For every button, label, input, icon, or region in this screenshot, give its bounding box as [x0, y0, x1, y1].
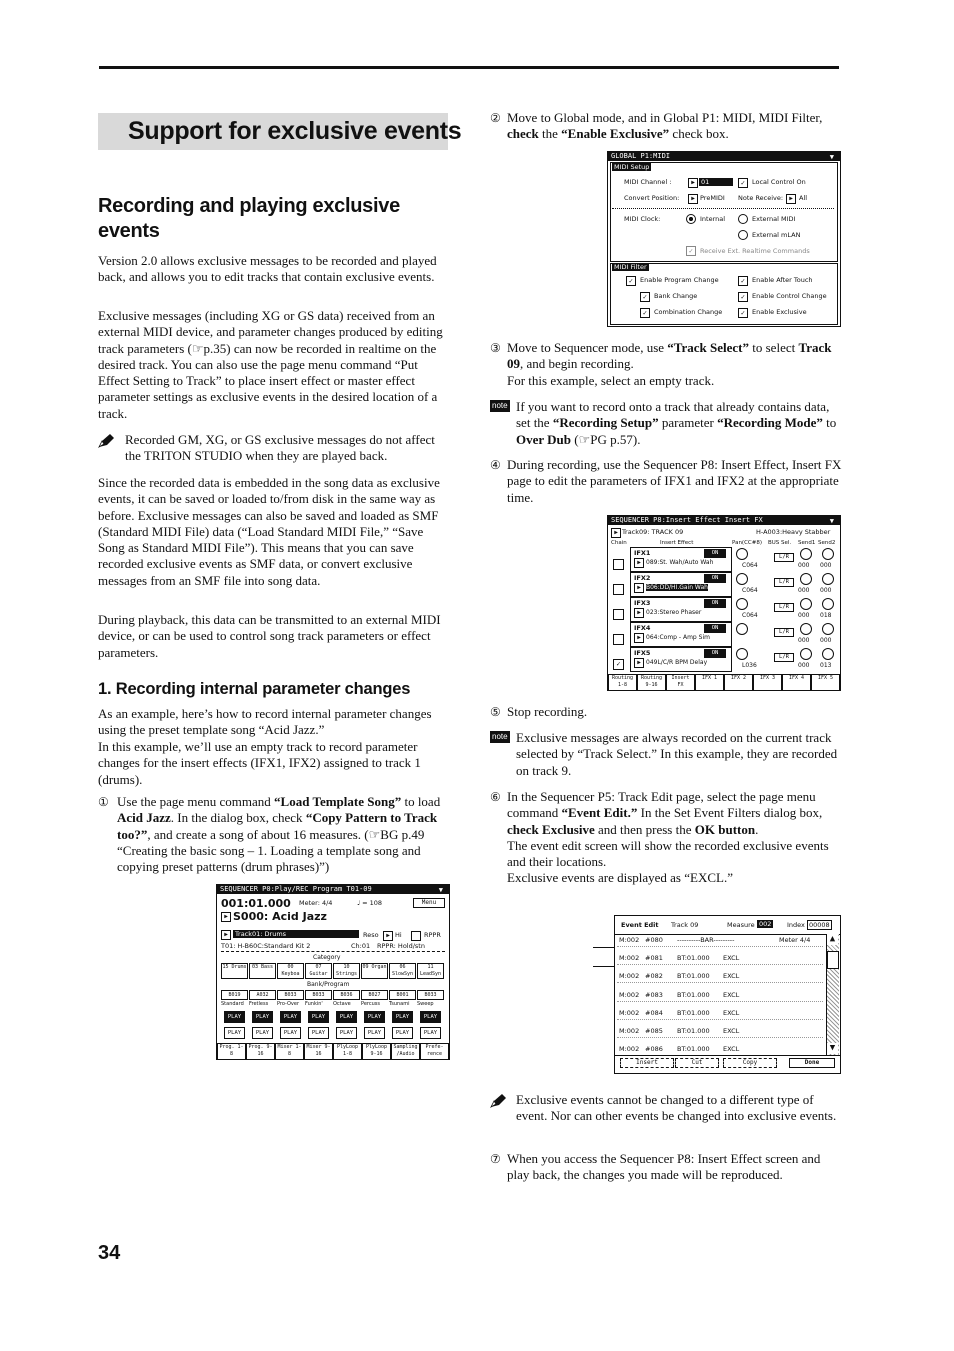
ifx-box	[630, 622, 732, 647]
ifx-pan[interactable]: C064	[742, 562, 758, 569]
screen-title: GLOBAL P1:MIDI	[608, 152, 840, 161]
play-button[interactable]: PLAY	[280, 1027, 301, 1039]
receive-ext-checkbox[interactable]: ✓	[686, 246, 696, 256]
program-name: H-A003:Heavy Stabber	[756, 528, 831, 536]
program-select[interactable]: B036	[333, 990, 360, 1000]
filter-label: Enable Program Change	[640, 276, 719, 284]
event-measure: M:002	[619, 936, 640, 944]
screen-title: SEQUENCER P8:Insert Effect Insert FX	[608, 516, 840, 525]
play-arrow-icon[interactable]: ▶	[634, 658, 644, 668]
program-name: Fretless	[249, 1001, 269, 1007]
step-5: ⑤ Stop recording.	[490, 704, 588, 719]
category-button[interactable]: 06 SlowSyn	[389, 963, 416, 979]
note-block: note Exclusive messages are always recorded on the current track selected by “Track Select.” In this example, they are recorded on track 9.	[492, 730, 838, 778]
note-block	[98, 432, 448, 465]
step-number: ②	[490, 111, 501, 125]
send1-value[interactable]: 000	[798, 562, 810, 569]
page-tab[interactable]: Prog. 9-16	[246, 1043, 275, 1060]
subheading: 1. Recording internal parameter changes	[98, 680, 411, 698]
ifx-label: IFX2	[634, 574, 651, 582]
page-tab[interactable]: IFX 1	[695, 674, 724, 691]
send1-value[interactable]: 000	[798, 662, 810, 669]
program-select[interactable]: B027	[361, 990, 388, 1000]
page-tab[interactable]: Prefe- rence	[420, 1043, 449, 1060]
enable-program-change-checkbox[interactable]: ✓	[626, 276, 636, 286]
bus-select[interactable]: L/R	[774, 578, 794, 587]
play-row	[221, 1011, 447, 1023]
channel: Ch:01	[351, 942, 371, 950]
ifx-on-button[interactable]: ON	[704, 599, 726, 608]
send2-value[interactable]: 000	[820, 637, 832, 644]
play-arrow-icon[interactable]: ▶	[634, 633, 644, 643]
scroll-thumb[interactable]	[827, 951, 839, 969]
pan-knob-icon[interactable]	[736, 648, 748, 660]
internal-radio[interactable]	[686, 214, 696, 224]
menu-button[interactable]: Menu	[413, 898, 445, 908]
note-receive-label: Note Receive:	[738, 194, 784, 202]
note-block: note If you want to record onto a track that already contains data, set the “Recording Setup” parameter “Recording Mode” to Over Dub (☞PG p.57).	[492, 399, 837, 447]
midi-filter-label: MIDI Filter	[614, 263, 647, 271]
ifx-effect-name[interactable]: 049L/C/R BPM Delay	[646, 659, 708, 666]
event-number: #085	[645, 1027, 663, 1035]
event-measure: M:002	[619, 972, 640, 981]
step-number: ⑦	[490, 1152, 501, 1166]
midi-clock-label: MIDI Clock:	[624, 215, 661, 223]
section-title: Support for exclusive events	[128, 117, 462, 145]
category-button[interactable]: 00 Keyboa	[277, 963, 304, 979]
play-button[interactable]: PLAY	[308, 1027, 329, 1039]
event-type[interactable]: EXCL	[723, 954, 740, 963]
paragraph: As an example, here’s how to record internal parameter changes using the preset template song “Acid Jazz.”	[98, 706, 432, 738]
global-midi-screen	[607, 151, 841, 327]
event-rows	[615, 934, 825, 1056]
play-arrow-icon[interactable]: ▶	[383, 931, 393, 941]
bank-program-label: Bank/Program	[307, 981, 350, 988]
local-control-checkbox[interactable]: ✓	[738, 178, 748, 188]
step-1: ① Use the page menu command “Load Template Song” to load Acid Jazz. In the dialog box, check “Copy Pattern to Track too?”, and create a song of about 16 measures. (☞BG p.49 “Creating the basic song – 1. Loading a template song and copying preset patterns (drum phrases)”)	[98, 794, 441, 875]
event-measure: M:002	[619, 954, 640, 963]
ifx-box	[630, 647, 732, 672]
program-row	[221, 990, 447, 1000]
play-arrow-icon[interactable]: ▶	[221, 912, 231, 922]
play-arrow-icon[interactable]: ▶	[634, 608, 644, 618]
send-knob-icon[interactable]	[800, 623, 812, 635]
meter: Meter 4/4	[779, 936, 811, 944]
chain-checkbox[interactable]: ✓	[613, 659, 624, 670]
event-measure: M:002	[619, 990, 640, 999]
category-button[interactable]: 07 Guitar	[305, 963, 332, 979]
copy-button[interactable]: Copy	[723, 1058, 777, 1068]
event-number: #083	[645, 990, 663, 999]
program-select[interactable]: B033	[417, 990, 444, 1000]
dropdown-arrow-icon[interactable]: ▼	[829, 517, 834, 525]
play-arrow-icon[interactable]: ▶	[634, 558, 644, 568]
event-beat[interactable]: BT:01.000	[677, 1045, 710, 1054]
page-number: 34	[98, 1242, 121, 1264]
ifx-effect-name[interactable]: B06:DD/HI.Gain Wah	[646, 584, 708, 591]
ifx-pan[interactable]: L036	[742, 662, 757, 669]
play-button[interactable]: PLAY	[420, 1011, 441, 1023]
page-tab[interactable]: PlyLoop 1-8	[333, 1043, 362, 1060]
name-row	[221, 1001, 447, 1009]
convert-position-value[interactable]: PreMIDI	[700, 194, 725, 202]
ifx-on-button[interactable]: ON	[704, 649, 726, 658]
ifx-label: IFX5	[634, 649, 651, 657]
send1-value[interactable]: 000	[798, 612, 810, 619]
enable-control-change-checkbox[interactable]: ✓	[738, 292, 748, 302]
step-number: ⑥	[490, 790, 501, 804]
paragraph: Since the recorded data is embedded in the song data as exclusive events, it can be saved or loaded to/from disk in the same way as before. Exclusive messages can also be saved and loaded as SMF (Standard MIDI File) data (“Load Standard MIDI File,” “Save Song as Standard MIDI File”). This means that you can save recorded exclusive events as SMF data, or convert exclusive messages from an SMF file into song data.	[98, 475, 440, 588]
filter-label: Enable Exclusive	[752, 308, 807, 316]
ifx-effect-name[interactable]: 089:St. Wah/Auto Wah	[646, 559, 714, 566]
scroll-down-icon[interactable]: ▼	[827, 1043, 838, 1054]
send-knob-icon[interactable]	[822, 573, 834, 585]
send-knob-icon[interactable]	[822, 623, 834, 635]
insert-effect-label: Insert Effect	[660, 540, 694, 546]
category-button[interactable]: 10 Strings	[333, 963, 360, 979]
event-number: #080	[645, 936, 663, 944]
insert-button[interactable]: Insert	[620, 1058, 674, 1068]
local-control-label: Local Control On	[752, 178, 806, 186]
external-mlan-label: External mLAN	[752, 231, 801, 239]
step-4: ④ During recording, use the Sequencer P8: Insert Effect, Insert FX page to edit the parameters of IFX1 and IFX2 at the appropriate time.	[490, 457, 842, 505]
play-button[interactable]: PLAY	[224, 1011, 245, 1023]
send-knob-icon[interactable]	[800, 573, 812, 585]
heading: Recording and playing exclusive events	[98, 195, 400, 242]
event-type[interactable]: EXCL	[723, 990, 740, 999]
send1-value[interactable]: 000	[798, 637, 810, 644]
play-button[interactable]: PLAY	[280, 1011, 301, 1023]
play-arrow-icon[interactable]: ▶	[688, 194, 698, 204]
track-name[interactable]: Track09: TRACK 09	[622, 528, 684, 536]
measure-label: Measure	[727, 921, 755, 929]
program-name: Funkin'	[305, 1001, 323, 1007]
top-rule	[99, 66, 839, 69]
reso-label: Reso	[363, 931, 379, 939]
page-tab[interactable]: Sampling /Audio	[391, 1043, 420, 1060]
reso-value[interactable]: Hi	[395, 931, 402, 939]
dropdown-arrow-icon[interactable]: ▼	[438, 886, 443, 894]
ifx-label: IFX1	[634, 549, 651, 557]
ifx-label: IFX3	[634, 599, 651, 607]
page-tab[interactable]: Routing 1-8	[608, 674, 637, 691]
combination-change-checkbox[interactable]: ✓	[640, 308, 650, 318]
page-tab[interactable]: IFX 5	[811, 674, 840, 691]
program-name: Standard	[221, 1001, 244, 1007]
note-block	[490, 1092, 842, 1125]
play-button[interactable]: PLAY	[392, 1027, 413, 1039]
send1-label: Send1	[798, 540, 816, 546]
send-knob-icon[interactable]	[822, 648, 834, 660]
sequencer-insert-effect-screen	[607, 515, 841, 691]
filter-label: Bank Change	[654, 292, 698, 300]
filter-label: Enable After Touch	[752, 276, 813, 284]
play-arrow-icon[interactable]: ▶	[634, 583, 644, 593]
program-name: Percuss	[361, 1001, 380, 1007]
program-select[interactable]: B033	[277, 990, 304, 1000]
play-button[interactable]: PLAY	[336, 1027, 357, 1039]
enable-after-touch-checkbox[interactable]: ✓	[738, 276, 748, 286]
play-button[interactable]: PLAY	[420, 1027, 441, 1039]
program-name: Tsunami	[389, 1001, 410, 1007]
program-name: T01: H-B60C:Standard Kit 2	[221, 942, 311, 950]
paragraph: Version 2.0 allows exclusive messages to be recorded and played back, and allows you to edit tracks that contain exclusive events.	[98, 253, 437, 285]
play-button[interactable]: PLAY	[308, 1011, 329, 1023]
ifx-box	[630, 597, 732, 622]
event-measure: M:002	[619, 1008, 640, 1017]
program-name: Pro-Over	[277, 1001, 299, 1007]
ifx-pan[interactable]: C064	[742, 587, 758, 594]
event-edit-screen	[614, 915, 841, 1074]
external-midi-label: External MIDI	[752, 215, 796, 223]
play-arrow-icon[interactable]: ▶	[786, 194, 796, 204]
play-button[interactable]: PLAY	[336, 1011, 357, 1023]
category-row	[221, 963, 447, 979]
page-tab[interactable]: Prog. 1-8	[217, 1043, 246, 1060]
play-button[interactable]: PLAY	[364, 1011, 385, 1023]
page-tab[interactable]: Mixer 1-8	[275, 1043, 304, 1060]
receive-ext-label: Receive Ext. Realtime Commands	[700, 247, 810, 255]
ifx-effect-name[interactable]: 064:Comp - Amp Sim	[646, 634, 710, 641]
chain-checkbox[interactable]	[613, 634, 624, 645]
chain-checkbox[interactable]	[613, 559, 624, 570]
event-bar: ----------BAR---------	[677, 936, 735, 944]
step-number: ①	[98, 795, 109, 809]
song-name[interactable]: S000: Acid Jazz	[233, 910, 327, 923]
play-button[interactable]: PLAY	[364, 1027, 385, 1039]
scroll-up-icon[interactable]: ▲	[827, 934, 838, 945]
sequencer-play-rec-screen	[216, 884, 450, 1060]
position[interactable]: 001:01.000	[221, 897, 291, 910]
send2-label: Send2	[818, 540, 836, 546]
event-type[interactable]: EXCL	[723, 972, 740, 981]
send-knob-icon[interactable]	[822, 548, 834, 560]
play-button[interactable]: PLAY	[252, 1027, 273, 1039]
bus-select[interactable]: L/R	[774, 603, 794, 612]
paragraph: In this example, we’ll use an empty track to record parameter changes for the insert effects (IFX1, IFX2) assigned to track 1 (drums).	[98, 739, 421, 787]
internal-label: Internal	[700, 215, 726, 223]
dropdown-arrow-icon[interactable]: ▼	[829, 153, 834, 161]
index-value[interactable]: 00008	[809, 921, 830, 929]
tab-row	[608, 674, 840, 690]
tempo[interactable]: ♩ = 108	[357, 899, 383, 907]
track-select[interactable]: Track01: Drums	[233, 930, 359, 938]
step-number: ④	[490, 458, 501, 472]
note-text: Recorded GM, XG, or GS exclusive messages do not affect the TRITON STUDIO when they are played back.	[125, 432, 435, 464]
step-number: ⑤	[490, 705, 501, 719]
rppr-checkbox[interactable]	[411, 931, 421, 941]
ifx-on-button[interactable]: ON	[704, 549, 726, 558]
event-number: #084	[645, 1008, 663, 1017]
mute-row	[221, 1027, 447, 1039]
category-button[interactable]: 09 Organ	[361, 963, 388, 979]
screen-title: SEQUENCER P0:Play/REC Program T01-09	[217, 885, 449, 894]
chain-checkbox[interactable]	[613, 609, 624, 620]
note-text: Exclusive events cannot be changed to a different type of event. Nor can other events be changed into exclusive events.	[516, 1092, 837, 1124]
event-beat[interactable]: BT:01.000	[677, 1027, 710, 1035]
filter-label: Combination Change	[654, 308, 723, 316]
note-receive-value[interactable]: All	[799, 194, 808, 202]
screen-title: Event Edit	[621, 921, 659, 929]
page-tab[interactable]: IFX 4	[782, 674, 811, 691]
paragraph: During playback, this data can be transmitted to an external MIDI device, or can be used to control song track parameters or effect parameters.	[98, 612, 441, 660]
chain-checkbox[interactable]	[613, 584, 624, 595]
play-button[interactable]: PLAY	[224, 1027, 245, 1039]
play-arrow-icon[interactable]: ▶	[611, 528, 621, 538]
midi-setup-label: MIDI Setup	[614, 163, 650, 171]
bus-select[interactable]: L/R	[774, 628, 794, 637]
send-knob-icon[interactable]	[800, 648, 812, 660]
pan-label: Pan(CC#8)	[732, 540, 763, 546]
send2-value[interactable]: 018	[820, 612, 832, 619]
pan-knob-icon[interactable]	[736, 623, 748, 635]
event-beat[interactable]: BT:01.000	[677, 954, 710, 963]
program-select[interactable]: B033	[305, 990, 332, 1000]
play-arrow-icon[interactable]: ▶	[688, 178, 698, 188]
send-knob-icon[interactable]	[800, 598, 812, 610]
ifx-rows	[608, 547, 840, 673]
event-measure: M:002	[619, 1027, 640, 1035]
event-number: #082	[645, 972, 663, 981]
page-tab[interactable]: Mixer 9-16	[304, 1043, 333, 1060]
send2-value[interactable]: 013	[820, 662, 832, 669]
page-tab[interactable]: PlyLoop 9-16	[362, 1043, 391, 1060]
rppr-label: RPPR	[424, 931, 441, 939]
bus-select[interactable]: L/R	[774, 553, 794, 562]
category-button[interactable]: 15 Drums	[221, 963, 248, 979]
midi-channel-label: MIDI Channel :	[624, 178, 672, 186]
ifx-on-button[interactable]: ON	[704, 624, 726, 633]
send-knob-icon[interactable]	[822, 598, 834, 610]
category-button[interactable]: 11 LeadSyn	[417, 963, 444, 979]
note-icon: note	[492, 732, 508, 741]
ifx-pan[interactable]: C064	[742, 612, 758, 619]
event-type[interactable]: EXCL	[723, 1045, 740, 1054]
program-name: Octave	[333, 1001, 351, 1007]
bank-change-checkbox[interactable]: ✓	[640, 292, 650, 302]
step-number: ③	[490, 341, 501, 355]
index-label: Index	[787, 921, 805, 929]
ifx-on-button[interactable]: ON	[704, 574, 726, 583]
page-tab[interactable]: IFX 2	[724, 674, 753, 691]
program-select[interactable]: B019	[221, 990, 248, 1000]
external-midi-radio[interactable]	[738, 214, 748, 224]
category-button[interactable]: 03 Bass	[249, 963, 276, 979]
midi-channel-value[interactable]: 01	[699, 178, 733, 186]
tab-row	[217, 1043, 449, 1059]
ifx-box	[630, 572, 732, 597]
ifx-effect-name[interactable]: 023:Stereo Phaser	[646, 609, 702, 616]
send1-value[interactable]: 000	[798, 587, 810, 594]
rppr-state: RPPR: Hold/stn	[377, 942, 425, 950]
program-name: Sweep	[417, 1001, 434, 1007]
meter: Meter: 4/4	[299, 899, 333, 907]
chain-label: Chain	[611, 540, 627, 546]
category-label: Category	[313, 954, 341, 961]
note-icon: note	[492, 401, 508, 410]
bus-select[interactable]: L/R	[774, 653, 794, 662]
step-3: ③ Move to Sequencer mode, use “Track Select” to select Track 09, and begin recording. For this example, select an empty track.	[490, 340, 832, 388]
pan-knob-icon[interactable]	[736, 548, 748, 560]
send2-value[interactable]: 000	[820, 587, 832, 594]
play-button[interactable]: PLAY	[252, 1011, 273, 1023]
send2-value[interactable]: 000	[820, 562, 832, 569]
play-button[interactable]: PLAY	[392, 1011, 413, 1023]
event-number: #081	[645, 954, 663, 963]
step-7: ⑦ When you access the Sequencer P8: Insert Effect screen and play back, the changes you made will be reproduced.	[490, 1151, 821, 1183]
program-select[interactable]: A032	[249, 990, 276, 1000]
page-tab[interactable]: Insert FX	[666, 674, 695, 691]
step-6: ⑥ In the Sequencer P5: Track Edit page, select the page menu command “Event Edit.” In the Set Event Filters dialog box, check Exclusive and then press the OK button. The event edit screen will show the recorded exclusive events and their locations. Exclusive events are displayed as “EXCL.”	[490, 789, 829, 886]
pan-knob-icon[interactable]	[736, 573, 748, 585]
event-beat[interactable]: BT:01.000	[677, 972, 710, 981]
event-beat[interactable]: BT:01.000	[677, 990, 710, 999]
paragraph: Exclusive messages (including XG or GS data) received from an external MIDI device, and parameter changes produced by editing track parameters (☞p.35) can now be recorded in realtime on the desired track. You can also use the page menu command “Put Effect Setting to Track” to place insert effect or master effect parameter settings as exclusive events in the desired location of a track.	[98, 308, 443, 421]
program-select[interactable]: B001	[389, 990, 416, 1000]
pan-knob-icon[interactable]	[736, 598, 748, 610]
track-name: Track 09	[671, 921, 699, 929]
event-measure: M:002	[619, 1045, 640, 1054]
enable-exclusive-checkbox[interactable]: ✓	[738, 308, 748, 318]
event-number: #086	[645, 1045, 663, 1054]
ifx-label: IFX4	[634, 624, 651, 632]
page-tab[interactable]: Routing 9-16	[637, 674, 666, 691]
bus-label: BUS Sel.	[768, 540, 792, 546]
filter-label: Enable Control Change	[752, 292, 827, 300]
external-mlan-radio[interactable]	[738, 230, 748, 240]
pencil-note-icon	[490, 1093, 508, 1108]
play-arrow-icon[interactable]: ▶	[221, 930, 231, 940]
done-button[interactable]: Done	[789, 1058, 835, 1068]
event-type[interactable]: EXCL	[723, 1027, 740, 1035]
ifx-box	[630, 547, 732, 572]
send-knob-icon[interactable]	[800, 548, 812, 560]
step-2: ② Move to Global mode, and in Global P1: MIDI, MIDI Filter, check the “Enable Exclusive” check box.	[490, 110, 823, 142]
cut-button[interactable]: Cut	[675, 1058, 719, 1068]
convert-position-label: Convert Position:	[624, 194, 680, 202]
event-beat[interactable]: BT:01.000	[677, 1008, 710, 1017]
page-tab[interactable]: IFX 3	[753, 674, 782, 691]
event-type[interactable]: EXCL	[723, 1008, 740, 1017]
measure-value[interactable]: 002	[759, 920, 772, 928]
pencil-note-icon	[98, 433, 116, 448]
